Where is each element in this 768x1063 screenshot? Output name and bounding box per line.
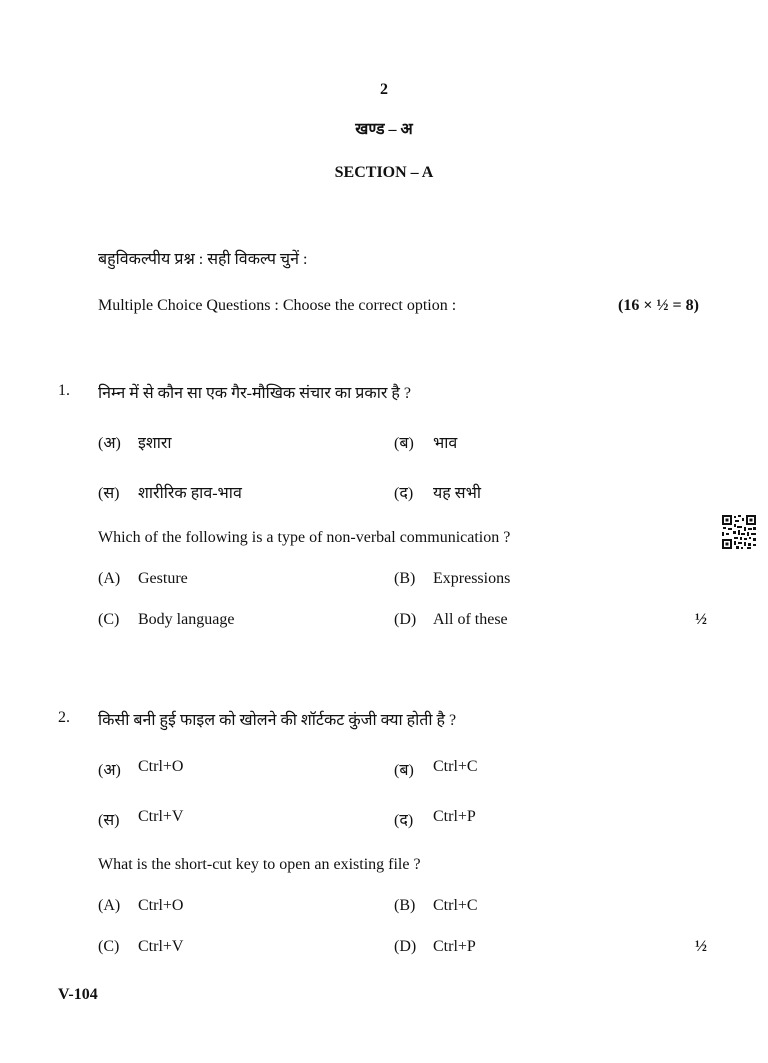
option-label: (अ) — [98, 435, 121, 452]
instructions-hindi: बहुविकल्पीय प्रश्न : सही विकल्प चुनें : — [98, 251, 308, 268]
option-text: All of these — [433, 611, 508, 628]
qr-code-icon — [721, 514, 757, 550]
option-label: (D) — [394, 611, 417, 628]
option-text: इशारा — [138, 435, 172, 452]
question-number: 2. — [58, 709, 70, 726]
option-text: Ctrl+P — [433, 938, 476, 955]
option-text: Ctrl+O — [138, 758, 184, 775]
paper-code: V-104 — [58, 986, 98, 1003]
question-marks: ½ — [695, 938, 707, 955]
question-text-english: What is the short-cut key to open an existing file ? — [98, 856, 421, 873]
option-label: (C) — [98, 611, 120, 628]
option-label: (A) — [98, 897, 121, 914]
instructions-english: Multiple Choice Questions : Choose the correct option : — [98, 297, 457, 314]
option-label: (द) — [394, 485, 414, 502]
option-text: शारीरिक हाव-भाव — [138, 485, 242, 502]
option-label: (ब) — [394, 762, 414, 779]
option-label: (C) — [98, 938, 120, 955]
question-text-english: Which of the following is a type of non-verbal communication ? — [98, 529, 511, 546]
option-label: (स) — [98, 812, 120, 829]
section-title-hindi: खण्ड – अ — [355, 121, 413, 138]
option-text: Ctrl+V — [138, 808, 184, 825]
question-text-hindi: निम्न में से कौन सा एक गैर-मौखिक संचार का प्रकार है ? — [98, 385, 411, 402]
option-label: (ब) — [394, 435, 414, 452]
option-text: भाव — [433, 435, 458, 452]
option-text: Ctrl+C — [433, 897, 478, 914]
option-text: Gesture — [138, 570, 188, 587]
question-number: 1. — [58, 382, 70, 399]
question-text-hindi: किसी बनी हुई फाइल को खोलने की शॉर्टकट कुंजी क्या होती है ? — [98, 712, 457, 729]
option-label: (स) — [98, 485, 120, 502]
option-label: (A) — [98, 570, 121, 587]
section-title-english: SECTION – A — [334, 164, 434, 181]
option-text: यह सभी — [433, 485, 481, 502]
section-marks: (16 × ½ = 8) — [618, 297, 699, 314]
option-text: Body language — [138, 611, 235, 628]
question-marks: ½ — [695, 611, 707, 628]
option-text: Expressions — [433, 570, 511, 587]
option-text: Ctrl+C — [433, 758, 478, 775]
option-text: Ctrl+V — [138, 938, 184, 955]
option-text: Ctrl+O — [138, 897, 184, 914]
option-label: (B) — [394, 897, 416, 914]
option-label: (D) — [394, 938, 417, 955]
option-label: (द) — [394, 812, 414, 829]
page-number: 2 — [380, 81, 388, 98]
option-label: (अ) — [98, 762, 121, 779]
option-text: Ctrl+P — [433, 808, 476, 825]
option-label: (B) — [394, 570, 416, 587]
